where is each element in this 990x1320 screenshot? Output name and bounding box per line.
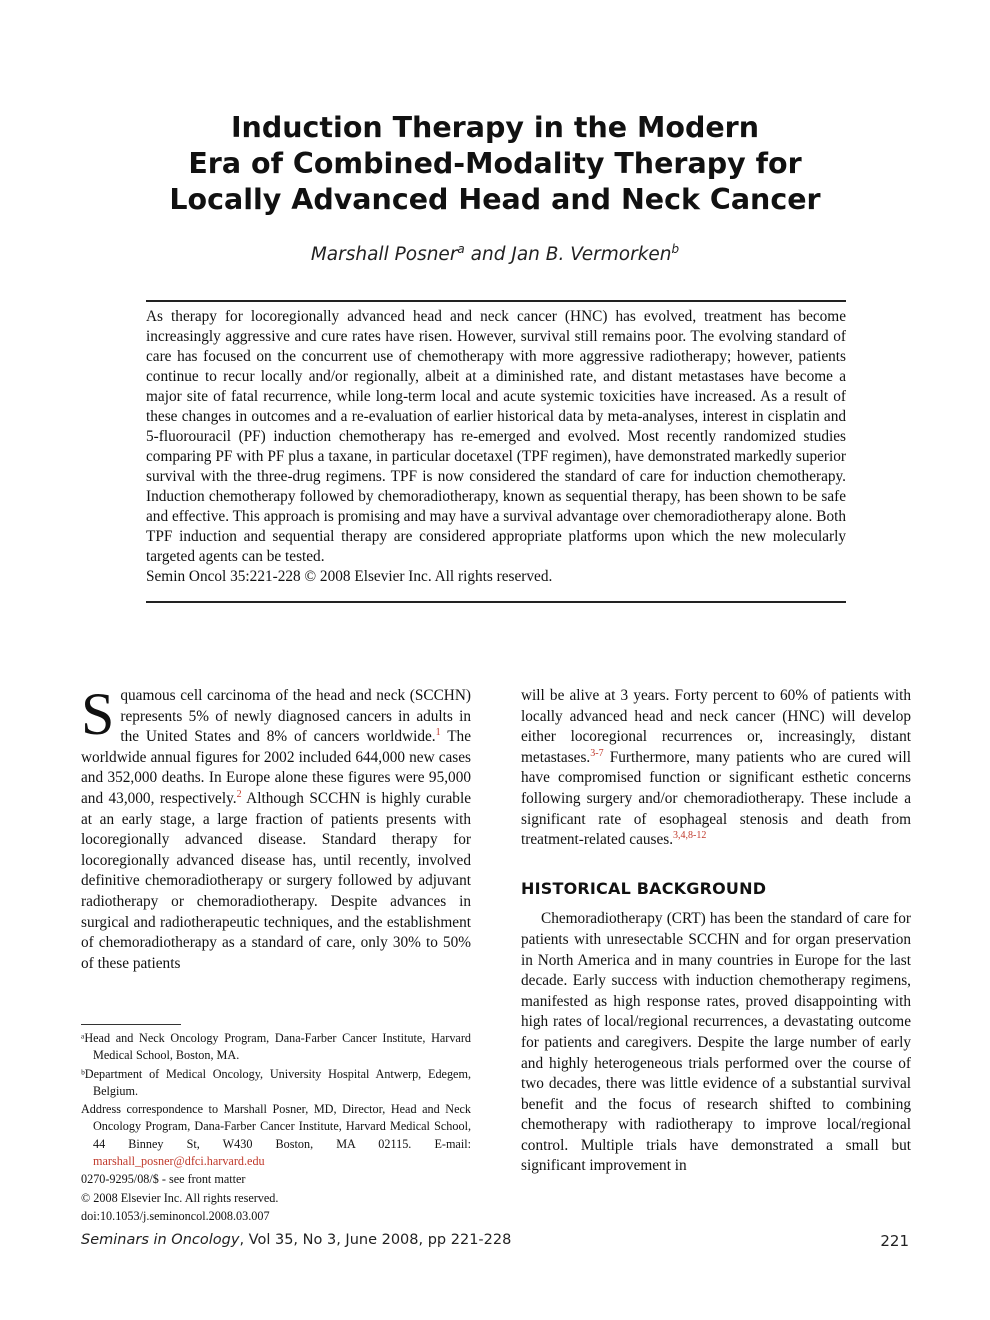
affiliation-footnote: ᵇDepartment of Medical Oncology, University Hospital Antwerp, Edegem, Belgium.	[81, 1066, 471, 1098]
paragraph-text: quamous cell carcinoma of the head and neck (SCCHN) represents 5% of newly diagnosed cancers in adults in the United States and 8% of cancers worldwide.	[120, 687, 471, 746]
copyright-line: © 2008 Elsevier Inc. All rights reserved.	[81, 1190, 279, 1205]
body-left-column	[81, 681, 471, 974]
author-conjunction: and	[464, 244, 512, 266]
drop-cap: S	[81, 681, 115, 747]
reference-link[interactable]: 1	[435, 727, 441, 739]
paragraph-text: Although SCCHN is highly curable at an early stage, a large fraction of patients presents with locoregionally advanced disease. Standard therapy for locoregionally advanced disease has, until recently, involved definitive chemoradiotherapy or surgery followed by adjuvant radiotherapy or chemoradiotherapy. Despite advances in surgical and radiotherapeutic techniques, and the establishment of chemoradiotherapy as a standard of care, only 30% to 50% of these patients	[81, 789, 471, 972]
body-right-column	[521, 686, 911, 1177]
abstract-block	[146, 300, 846, 603]
reference-link[interactable]: 3,4,8-12	[673, 830, 707, 842]
body-paragraph: Chemoradiotherapy (CRT) has been the standard of care for patients with unresectable SCCHN and for organ preservation in North America and in many countries in Europe for the last decade. Early success with induction chemotherapy regimens, manifested as high response rates, proved disappointing with high rates of local/regional recurrences, a devastating outcome for patients and caregivers. Despite the large number of early and highly heterogeneous trials performed over the course of two decades, there was little evidence of a substantial survival benefit and the focus of research shifted to combining chemotherapy with radiotherapy to improve local/regional control. Multiple trials have demonstrated a small but significant improvement in	[521, 910, 911, 1175]
body-paragraph	[521, 686, 911, 851]
abstract-bottom-rule	[146, 601, 846, 603]
author-name: Marshall Posner	[310, 244, 458, 266]
journal-footer	[81, 1232, 511, 1248]
correspondence-address: Address correspondence to Marshall Posner, MD, Director, Head and Neck Oncology Program, Dana-Farber Cancer Institute, Harvard Medical School, 44 Binney St, W430 Boston, MA 02115. E-mail:	[81, 1102, 471, 1151]
footnote-rule	[81, 1024, 181, 1025]
affiliation-marker: b	[671, 242, 680, 256]
paragraph-text: The worldwide annual figures for 2002 included 644,000 new cases and 352,000 deaths. In Europe alone these figures were 95,000 and 43,000, respectively.	[81, 728, 471, 807]
title-line-1: Induction Therapy in the Modern	[230, 111, 760, 144]
email-link[interactable]: marshall_posner@dfci.harvard.edu	[93, 1154, 265, 1169]
title-line-3: Locally Advanced Head and Neck Cancer	[169, 183, 821, 216]
paragraph-text: Furthermore, many patients who are cured will have compromised function or significant esthetic concerns following surgery and/or chemoradiotherapy. These include a significant rate of esophageal stenosis and death from treatment-related causes.	[521, 748, 911, 849]
abstract-citation: Semin Oncol 35:221-228 © 2008 Elsevier Inc. All rights reserved.	[146, 568, 553, 585]
issn-line: 0270-9295/08/$ - see front matter	[81, 1172, 246, 1187]
reference-link[interactable]: 2	[236, 788, 242, 800]
title-line-2: Era of Combined-Modality Therapy for	[188, 147, 802, 180]
abstract-top-rule	[146, 300, 846, 302]
author-name: Jan B. Vermorken	[511, 244, 672, 266]
page-number: 221	[880, 1232, 909, 1250]
affiliation-footnote: ᵃHead and Neck Oncology Program, Dana-Farber Cancer Institute, Harvard Medical School, Boston, MA.	[81, 1031, 471, 1063]
author-list	[0, 242, 990, 265]
reference-link[interactable]: 3-7	[590, 747, 604, 759]
footnotes	[81, 1024, 471, 1226]
section-heading: HISTORICAL BACKGROUND	[521, 878, 767, 898]
paragraph-text: will be alive at 3 years. Forty percent to 60% of patients with locally advanced head and neck cancer (HNC) will develop either locoregional recurrences or, increasingly, distant metastases.	[521, 687, 911, 766]
affiliation-marker: a	[457, 242, 465, 256]
correspondence-footnote	[81, 1101, 471, 1170]
doi-line: doi:10.1053/j.seminoncol.2008.03.007	[81, 1208, 270, 1223]
abstract-text: As therapy for locoregionally advanced head and neck cancer (HNC) has evolved, treatment has become increasingly aggressive and cure rates have risen. However, survival still remains poor. The evolving standard of care has focused on the concurrent use of chemotherapy with more aggressive radiotherapy; however, patients continue to recur locally and/or regionally, albeit at a diminished rate, and distant metastases have become a major site of fatal recurrence, while long-term local and acute systemic toxicities have increased. As a result of these changes in outcomes and a re-evaluation of earlier historical data by meta-analyses, interest in cisplatin and 5-fluorouracil (PF) induction chemotherapy has re-emerged and evolved. Most recently randomized studies comparing PF with PF plus a taxane, in particular docetaxel (TPF regimen), have demonstrated markedly superior survival with the three-drug regimens. TPF is now considered the standard of care for induction chemotherapy. Induction chemotherapy followed by chemoradiotherapy, known as sequential therapy, has been shown to be safe and effective. This approach is promising and may have a survival advantage over chemoradiotherapy alone. Both TPF induction and sequential therapy are considered appropriate platforms upon which the new molecularly targeted agents can be tested.	[146, 308, 846, 565]
journal-details: , Vol 35, No 3, June 2008, pp 221-228	[239, 1232, 512, 1248]
journal-name: Seminars in Oncology	[81, 1232, 240, 1248]
article-title	[0, 110, 990, 218]
body-paragraph	[81, 681, 471, 974]
